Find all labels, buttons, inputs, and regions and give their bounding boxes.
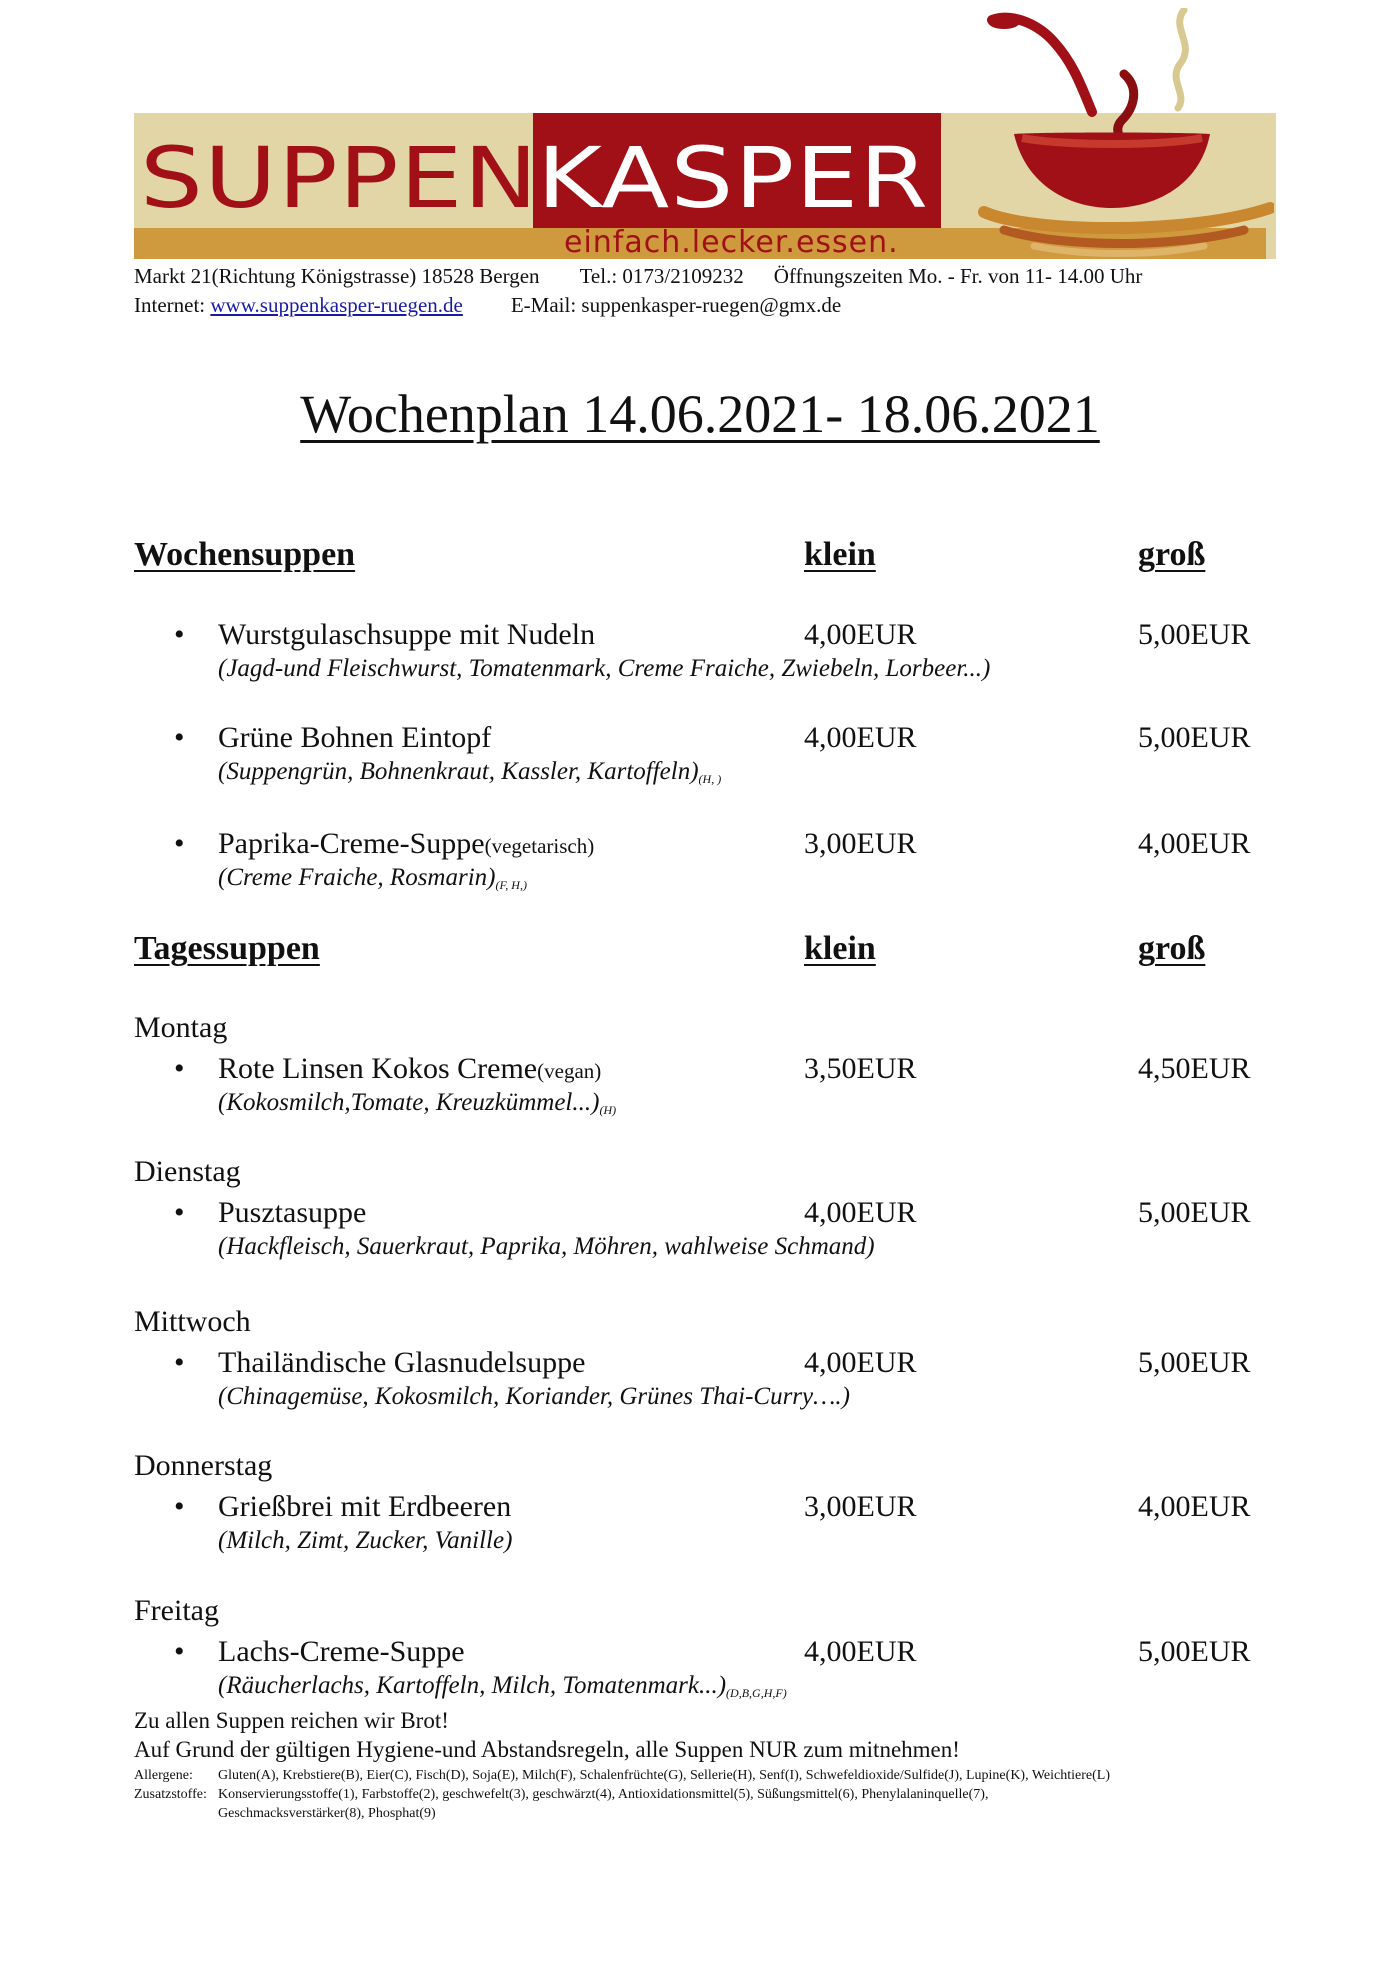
daily-soups-header	[134, 930, 1274, 974]
price-small: 4,00EUR	[804, 1196, 917, 1229]
bullet: •	[174, 1052, 185, 1085]
soup-description: (Jagd-und Fleischwurst, Tomatenmark, Creme Fraiche, Zwiebeln, Lorbeer...)	[218, 655, 991, 682]
soup-bowl-with-ladle-icon	[974, 8, 1274, 260]
price-large: 5,00EUR	[1138, 618, 1251, 651]
soup-name: Paprika-Creme-Suppe(vegetarisch)	[218, 827, 595, 860]
price-small: 4,00EUR	[804, 1346, 917, 1379]
price-small: 4,00EUR	[804, 721, 917, 754]
additives-text-line2: Geschmacksverstärker(8), Phosphat(9)	[218, 1806, 436, 1821]
price-large: 5,00EUR	[1138, 1196, 1251, 1229]
day-label-wednesday: Mittwoch	[134, 1305, 251, 1338]
weekly-heading: Wochensuppen	[134, 536, 356, 573]
weekly-soup-item	[134, 618, 1274, 689]
soup-description: (Chinagemüse, Kokosmilch, Koriander, Grünes Thai-Curry….)	[218, 1383, 850, 1410]
address-text: Markt 21(Richtung Königstrasse) 18528 Bergen	[134, 264, 540, 288]
page-title: Wochenplan 14.06.2021- 18.06.2021	[300, 384, 1100, 444]
address-line	[134, 263, 1142, 289]
price-small: 3,50EUR	[804, 1052, 917, 1085]
soup-name: Wurstgulaschsuppe mit Nudeln	[218, 618, 596, 651]
internet-label: Internet:	[134, 293, 206, 317]
weekly-soup-item	[134, 721, 1274, 792]
soup-name: Rote Linsen Kokos Creme(vegan)	[218, 1052, 602, 1085]
allergens-label: Allergene:	[134, 1768, 193, 1783]
allergens-legend	[134, 1766, 1110, 1785]
soup-name: Grüne Bohnen Eintopf	[218, 721, 492, 754]
bullet: •	[174, 618, 185, 651]
price-large: 5,00EUR	[1138, 721, 1251, 754]
daily-soup-item	[134, 1346, 1274, 1417]
daily-soup-item	[134, 1635, 1274, 1706]
soup-description: (Milch, Zimt, Zucker, Vanille)	[218, 1527, 513, 1554]
column-small-header: klein	[804, 930, 876, 967]
daily-soup-item	[134, 1490, 1274, 1561]
column-small-header: klein	[804, 536, 876, 573]
contact-line	[134, 292, 841, 318]
bullet: •	[174, 1196, 185, 1229]
daily-soup-item	[134, 1052, 1274, 1123]
soup-name: Thailändische Glasnudelsuppe	[218, 1346, 586, 1379]
logo-word-kasper: KASPER	[537, 129, 930, 227]
hygiene-note: Auf Grund der gültigen Hygiene-und Abstandsregeln, alle Suppen NUR zum mitnehmen!	[134, 1737, 960, 1762]
bullet: •	[174, 1346, 185, 1379]
soup-description: (Suppengrün, Bohnenkraut, Kassler, $Kartoffeln)_{(H, )}$	[218, 758, 722, 786]
additives-legend	[134, 1785, 988, 1804]
day-label-thursday: Donnerstag	[134, 1449, 273, 1482]
day-label-monday: Montag	[134, 1011, 228, 1044]
opening-hours-text: Öffnungszeiten Mo. - Fr. von 11- 14.00 Uhr	[773, 264, 1143, 288]
price-small: 3,00EUR	[804, 1490, 917, 1523]
price-small: 4,00EUR	[804, 1635, 917, 1668]
logo-word-suppen: SUPPEN	[140, 129, 539, 227]
price-small: 3,00EUR	[804, 827, 917, 860]
daily-soup-item	[134, 1196, 1274, 1267]
email-text: E-Mail: suppenkasper-ruegen@gmx.de	[510, 293, 842, 317]
bullet: •	[174, 827, 185, 860]
soup-description: (Creme Fraiche, $Rosmarin)_{(F, H,)}$	[218, 864, 527, 892]
soup-name: Grießbrei mit Erdbeeren	[218, 1490, 512, 1523]
column-large-header: groß	[1138, 930, 1206, 967]
soup-description: (Kokosmilch,Tomate, $Kreuzkümmel...)_{(H)}$	[218, 1089, 617, 1117]
allergens-text: Gluten(A), Krebstiere(B), Eier(C), Fisch(D), Soja(E), Milch(F), Schalenfrüchte(G), Sellerie(H), Senf(I), Schwefeldioxide/Sulfide(J), Lupine(K), Weichtiere(L)	[218, 1768, 1110, 1783]
price-large: 4,00EUR	[1138, 1490, 1251, 1523]
suppenkasper-logo	[134, 8, 1276, 260]
price-small: 4,00EUR	[804, 618, 917, 651]
additives-label: Zusatzstoffe:	[134, 1787, 207, 1802]
day-label-tuesday: Dienstag	[134, 1155, 241, 1188]
price-large: 4,00EUR	[1138, 827, 1251, 860]
weekly-soups-header	[134, 536, 1274, 580]
soup-description: (Hackfleisch, Sauerkraut, Paprika, Möhren, wahlweise Schmand)	[218, 1233, 875, 1260]
logo-tagline: einfach.lecker.essen.	[564, 225, 899, 260]
bullet: •	[174, 721, 185, 754]
website-link[interactable]: www.suppenkasper-ruegen.de	[210, 293, 463, 317]
daily-heading: Tagessuppen	[134, 930, 320, 967]
price-large: 5,00EUR	[1138, 1346, 1251, 1379]
soup-name: Pusztasuppe	[218, 1196, 367, 1229]
weekly-soup-item	[134, 827, 1274, 898]
bullet: •	[174, 1635, 185, 1668]
day-label-friday: Freitag	[134, 1594, 219, 1627]
bread-note: Zu allen Suppen reichen wir Brot!	[134, 1708, 449, 1733]
additives-text-line1: Konservierungsstoffe(1), Farbstoffe(2), geschwefelt(3), geschwärzt(4), Antioxidationsmittel(5), Süßungsmittel(6), Phenylalaninquelle(7),	[218, 1787, 989, 1802]
phone-text: Tel.: 0173/2109232	[579, 264, 744, 288]
column-large-header: groß	[1138, 536, 1206, 573]
soup-name: Lachs-Creme-Suppe	[218, 1635, 465, 1668]
bullet: •	[174, 1490, 185, 1523]
price-large: 5,00EUR	[1138, 1635, 1251, 1668]
soup-description: (Räucherlachs, Kartoffeln, Milch, $Tomatenmark...)_{(D,B,G,H,F)}$	[218, 1672, 787, 1700]
price-large: 4,50EUR	[1138, 1052, 1251, 1085]
